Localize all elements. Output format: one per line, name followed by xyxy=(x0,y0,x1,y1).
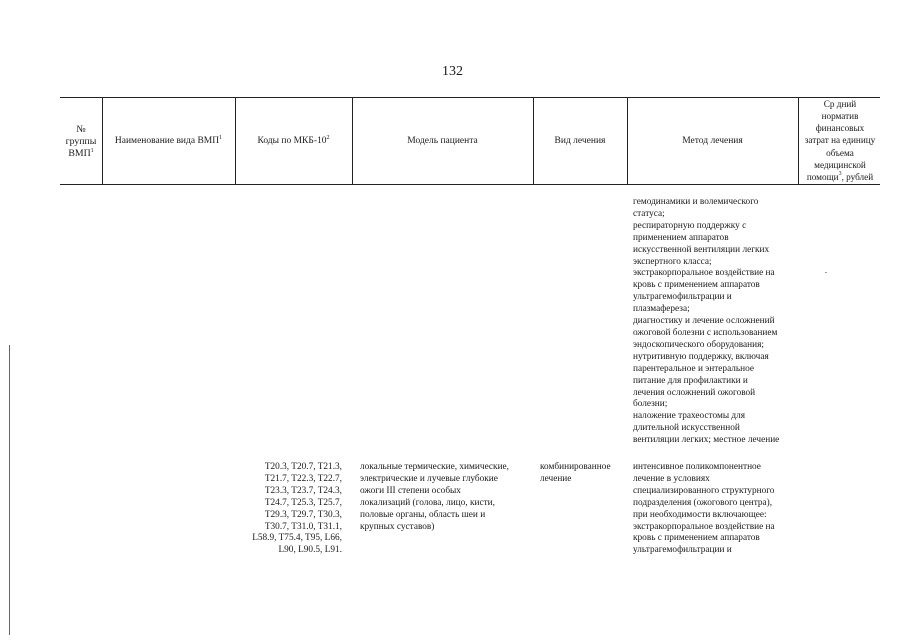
table-cell-patient-model: локальные термические, химические, электрические и лучевые глубокие ожоги III степени особых локализаций (голова, лицо, кисти, половые органы, область шеи и крупных суставов) xyxy=(360,462,509,532)
page-number: 132 xyxy=(442,64,463,79)
table-cell-treatment-method: гемодинамики и волемического статуса; респираторную поддержку с применением аппаратов искусственной вентиляции легких экспертного класса; экстракорпоральное воздействие на кровь с применением аппаратов ультрагемофильтрации и плазмафереза; диагностику и лечение осложнений ожоговой болезни с использованием эндоскопического оборудования; нутритивную поддержку, включая парентеральное и энтеральное питание для профилактики и лечения осложнений ожоговой болезни; наложение трахеостомы для длительной искусственной вентиляции легких; местное лечение xyxy=(633,197,780,446)
header-treatment-type: Вид лечения xyxy=(554,135,606,146)
header-patient-model: Модель пациента xyxy=(407,135,478,146)
table-cell-treatment-type: комбинированное лечение xyxy=(540,462,611,484)
scan-speck xyxy=(825,272,827,273)
header-vmp-name: Наименование вида ВМП$^1$ xyxy=(114,134,223,146)
header-icd-codes: Коды по МКБ-$10^2$ xyxy=(257,134,330,146)
table-cell-icd-codes: T20.3, T20.7, T21.3, T21.7, T22.3, T22.7, T23.3, T23.7, T24.3, T24.7, T25.3, T25.7, T29.3, T29.7, T30.3, T30.7, T31.0, T31.1, L58.9, T75.4, T95, L66, L90, L90.5, L91. xyxy=(252,462,342,556)
table-header-bottom-rule xyxy=(60,184,880,185)
scan-margin-line xyxy=(9,345,10,635)
header-treatment-method: Метод лечения xyxy=(682,135,743,146)
header-group-number: № группы ВМП$^1$ xyxy=(65,124,97,159)
table-cell-treatment-method: интенсивное поликомпонентное лечение в условиях специализированного структурного подразделения (ожогового центра), при необходимости включающее: экстракорпоральное воздействие на кровь с применением аппаратов ультрагемофильтрации и xyxy=(633,462,775,556)
header-cost: Ср дний норматив финансовых затрат на единицу объема медицинской помощи$^3$, рублей xyxy=(804,98,876,182)
